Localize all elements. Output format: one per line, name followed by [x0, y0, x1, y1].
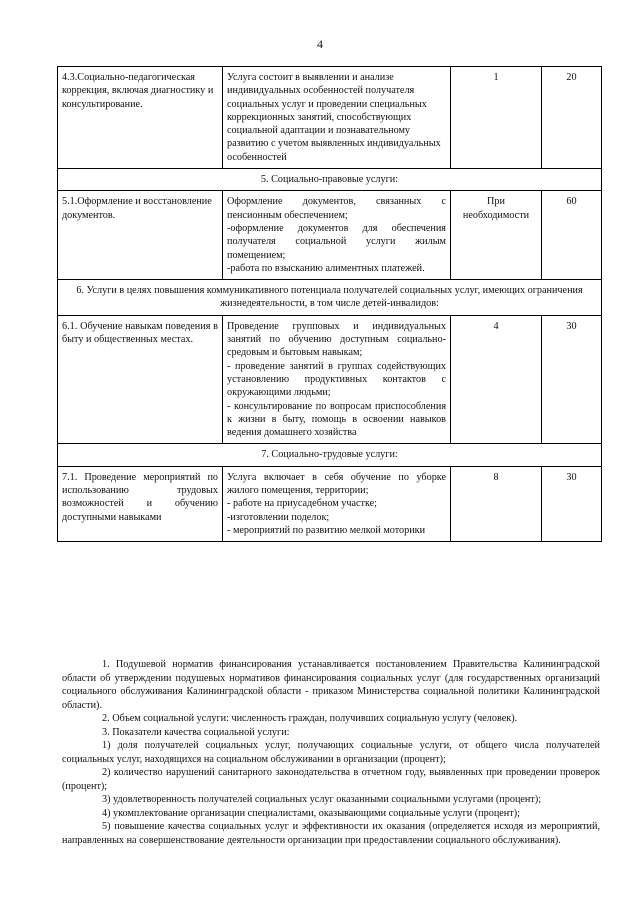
description-line: - мероприятий по развитию мелкой моторики	[227, 524, 426, 536]
service-frequency: При необходимости	[451, 191, 542, 280]
service-frequency: 8	[451, 466, 542, 541]
section-row	[58, 444, 602, 466]
note-paragraph: 4) укомплектование организации специалистами, оказывающими социальные услуги (процент);	[102, 807, 520, 819]
note-paragraph: 3. Показатели качества социальной услуги:	[102, 726, 290, 738]
service-description	[223, 191, 451, 280]
service-frequency: 4	[451, 315, 542, 444]
service-name: 5.1.Оформление и восстановление документов.	[58, 191, 223, 280]
section-heading-5: 5. Социально-правовые услуги:	[58, 169, 602, 191]
note-paragraph: 1) доля получателей социальных услуг, получающих социальные услуги, от общего числа получателей социальных услуг, находящихся на социальном обслуживании в организации (процент);	[62, 740, 600, 765]
table-row	[58, 315, 602, 444]
description-line: - работе на приусадебном участке;	[227, 498, 377, 510]
description-line: - проведение занятий в группах содействующих установлению продуктивных контактов с окружающими людьми;	[227, 360, 446, 399]
service-description	[223, 315, 451, 444]
services-table	[57, 66, 602, 542]
description-line: -изготовлении поделок;	[227, 511, 330, 523]
description-line: Услуга включает в себя обучение по уборке жилого помещения, территории;	[227, 471, 446, 497]
section-heading-7: 7. Социально-трудовые услуги:	[58, 444, 602, 466]
description-line: -работа по взысканию алиментных платежей.	[227, 262, 425, 274]
description-line: -оформление документов для обеспечения получателя социальной услуги жилым помещением;	[227, 222, 446, 261]
service-name: 7.1. Проведение мероприятий по использованию трудовых возможностей и обучению доступными навыками	[58, 466, 223, 541]
note-paragraph: 2. Объем социальной услуги: численность граждан, получивших социальную услугу (человек).	[102, 713, 518, 724]
note-paragraph: 5) повышение качества социальных услуг и эффективности их оказания (определяется исходя из мероприятий, направленных на совершенствование деятельности организации при предоставлении социального обслуживания).	[62, 821, 600, 846]
section-row	[58, 169, 602, 191]
description-line: - консультирование по вопросам приспособления к жизни в быту, помощь в освоении навыков ведения домашнего хозяйства	[227, 400, 446, 439]
description-line: Проведение групповых и индивидуальных занятий по обучению доступным социально-средовым и бытовым навыкам;	[227, 320, 446, 359]
table-row	[58, 466, 602, 541]
table-row	[58, 191, 602, 280]
description-line: Оформление документов, связанных с пенсионным обеспечением;	[227, 196, 446, 221]
service-name: 4.3.Социально-педагогическая коррекция, включая диагностику и консультирование.	[58, 67, 223, 169]
table-row	[58, 67, 602, 169]
note-paragraph: 2) количество нарушений санитарного законодательства в отчетном году, выявленных при проведении проверок (процент);	[62, 767, 600, 792]
notes-section	[62, 658, 600, 847]
service-time: 20	[542, 67, 602, 169]
service-frequency: 1	[451, 67, 542, 169]
service-description	[223, 466, 451, 541]
note-paragraph: 1. Подушевой норматив финансирования устанавливается постановлением Правительства Калининградской области об утверждении подушевых нормативов финансирования социальных услуг (для государственных организаций социального обслуживания Калининградской области - приказом Министерства социальной политики Калининградской области).	[62, 659, 600, 711]
service-time: 30	[542, 315, 602, 444]
service-time: 30	[542, 466, 602, 541]
service-name: 6.1. Обучение навыкам поведения в быту и общественных местах.	[58, 315, 223, 444]
section-heading-6: 6. Услуги в целях повышения коммуникативного потенциала получателей социальных услуг, имеющих ограничения жизнедеятельности, в том числе детей-инвалидов:	[58, 280, 602, 316]
service-description: Услуга состоит в выявлении и анализе индивидуальных особенностей получателя социальных услуг и проведении специальных коррекционных занятий, способствующих социальной адаптации и познавательному развитию с учетом выявленных индивидуальных особенностей	[223, 67, 451, 169]
note-paragraph: 3) удовлетворенность получателей социальных услуг оказанными социальными услугами (процент);	[102, 794, 542, 805]
page-number: 4	[317, 37, 323, 51]
service-time: 60	[542, 191, 602, 280]
section-row	[58, 280, 602, 316]
